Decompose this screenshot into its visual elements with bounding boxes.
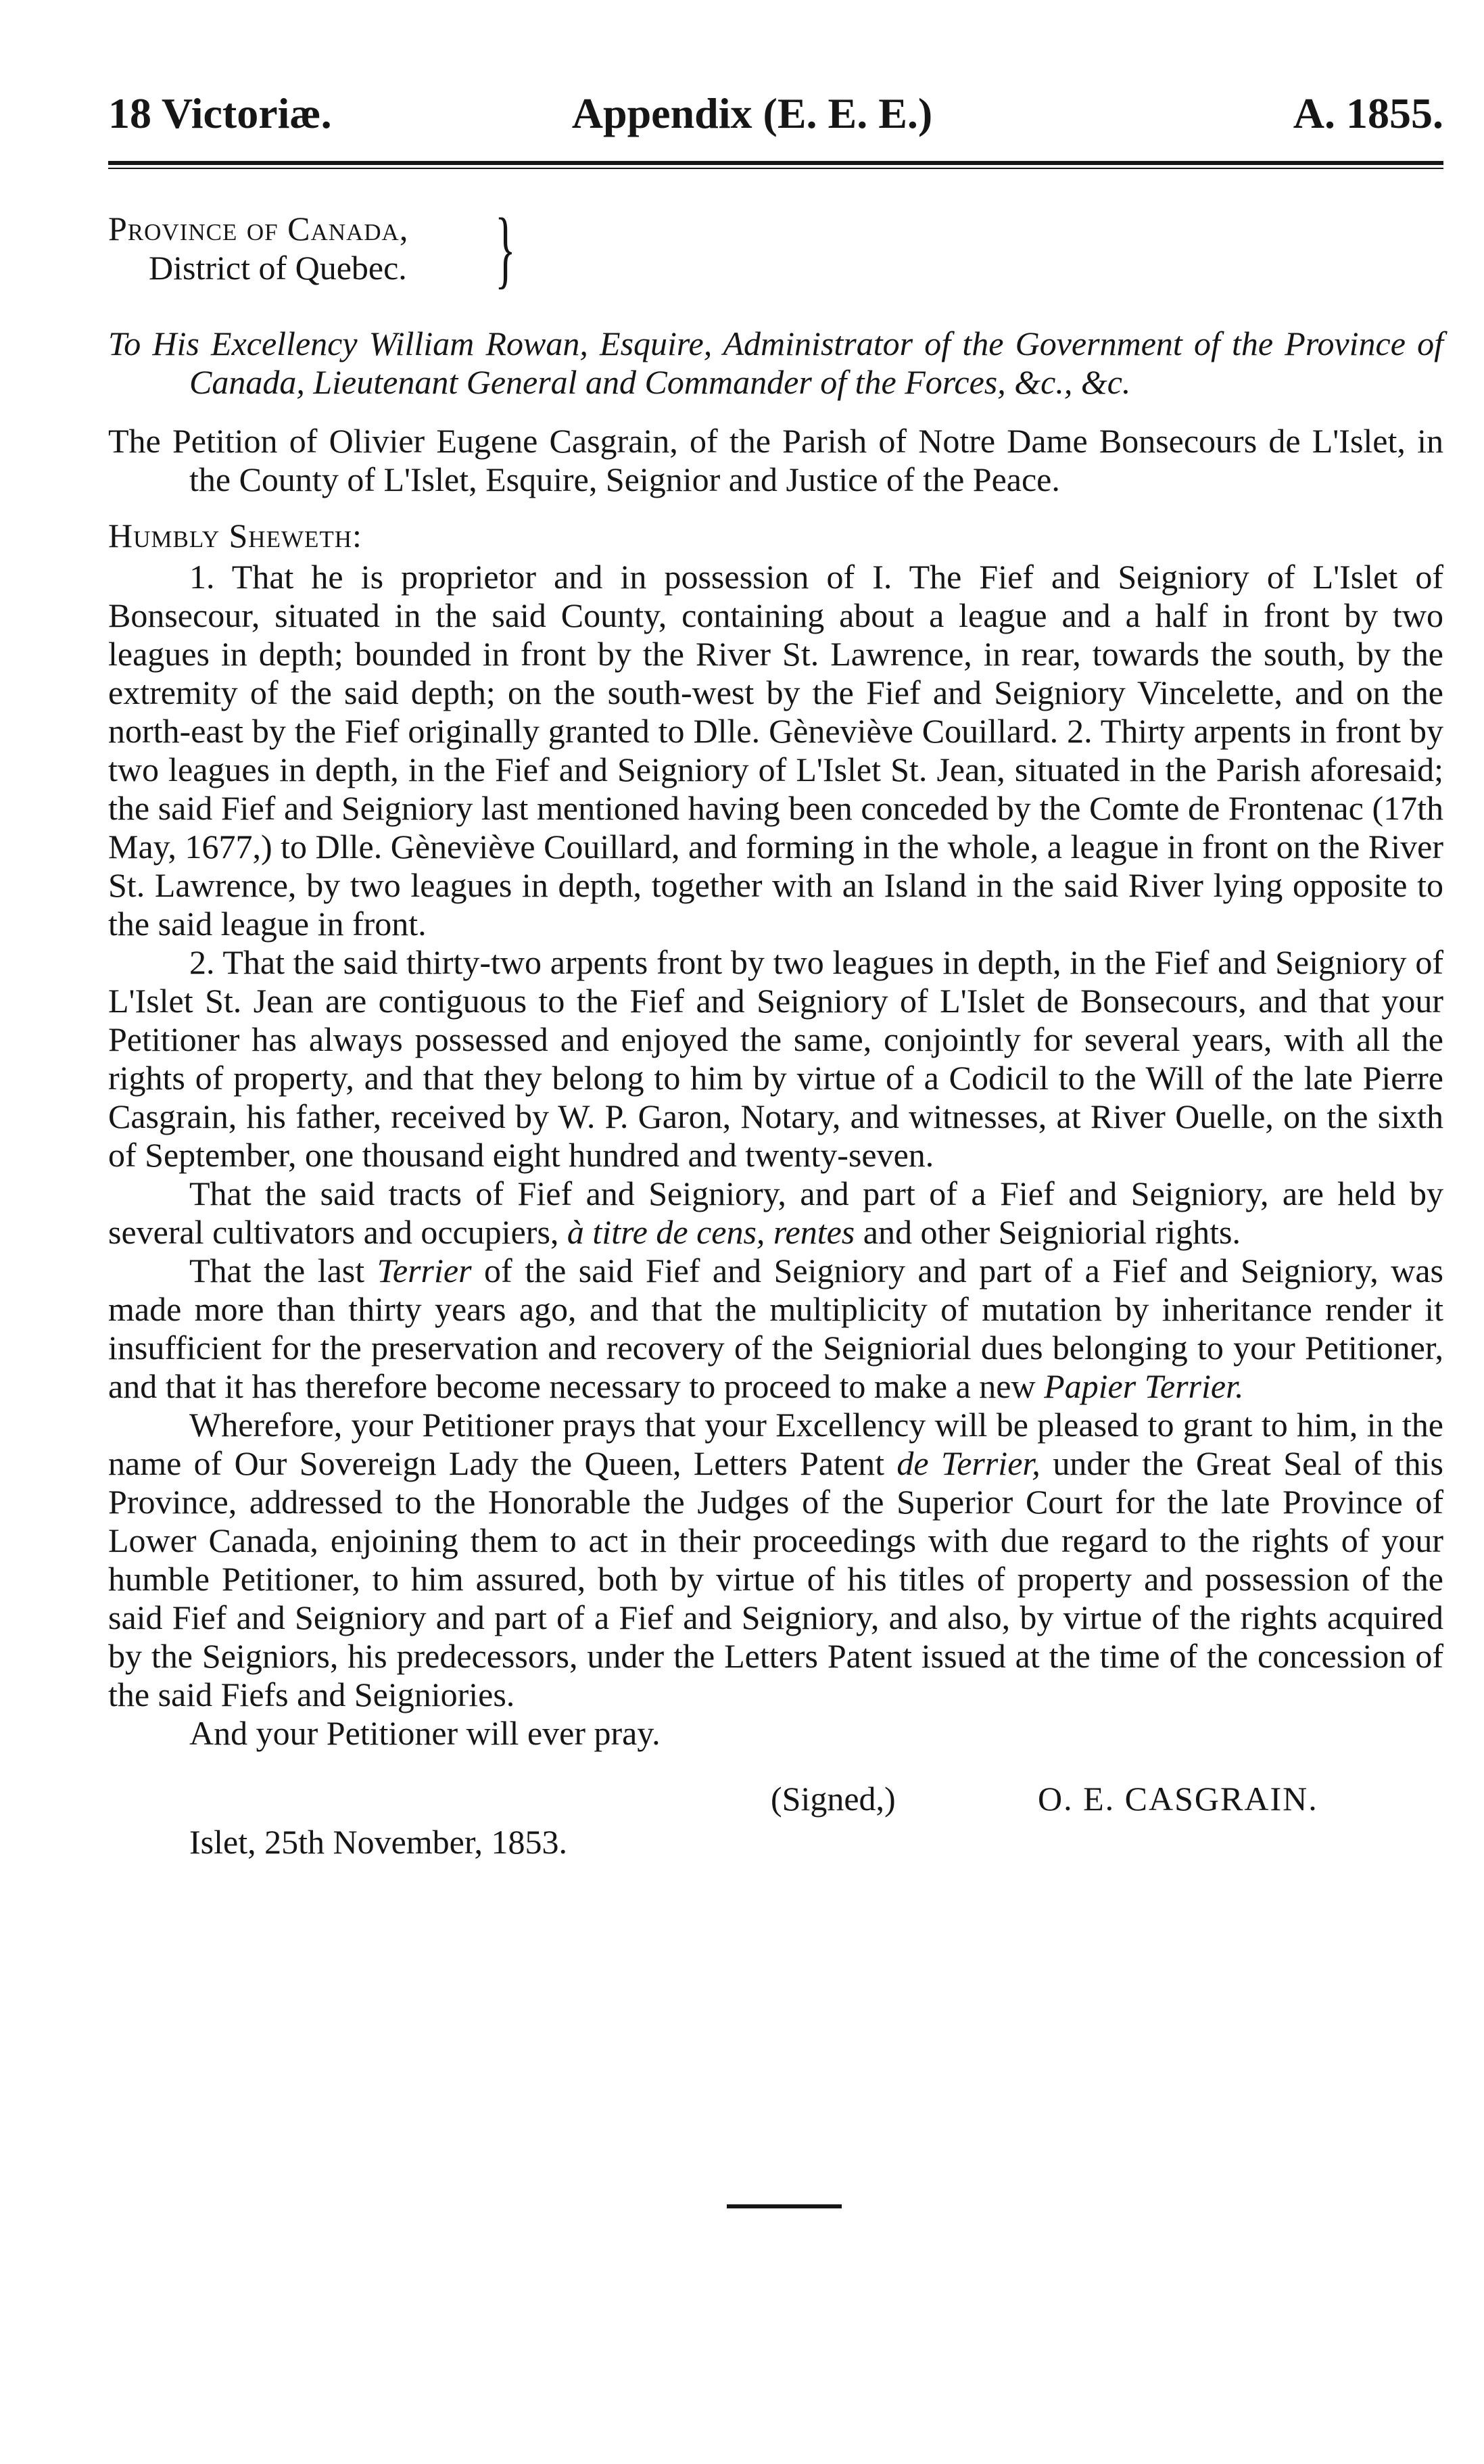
paragraph-5-text-a: Wherefore, your Petitioner prays that your Excellency will be pleased to grant to him, in the name of Our Sovereign Lady the Queen, Letters Patent [108, 1406, 1443, 1482]
petition-heading: The Petition of Olivier Eugene Casgrain, of the Parish of Notre Dame Bonsecours de L'Islet, in the County of L'Islet, Esquire, Seignior and Justice of the Peace. [108, 422, 1443, 498]
header-year: A. 1855. [1293, 89, 1443, 137]
address-to-administrator: To His Excellency William Rowan, Esquire, Administrator of the Government of the Province of Canada, Lieutenant General and Commander of the Forces, &c., &c. [108, 325, 1443, 401]
paragraph-3 [108, 1175, 1443, 1252]
place-and-date: Islet, 25th November, 1853. [189, 1823, 568, 1861]
humbly-sheweth-heading: Humbly Sheweth: [108, 517, 362, 554]
paragraph-4-italic-papier: Papier Terrier. [1044, 1367, 1244, 1405]
paragraph-2: 2. That the said thirty-two arpents front by two leagues in depth, in the Fief and Seigniory of L'Islet St. Jean are contiguous to the Fief and Seigniory of L'Islet de Bonsecours, and that your Petitioner has always possessed and enjoyed the same, conjointly for several years, with all the rights of property, and that they belong to him by virtue of a Codicil to the Will of the late Pierre Casgrain, his father, received by W. P. Garon, Notary, and witnesses, at River Ouelle, on the sixth of September, one thousand eight hundred and twenty-seven. [108, 943, 1443, 1174]
end-rule [727, 2204, 842, 2208]
paragraph-4-text-c: of the said Fief and Seigniory and part of a Fief and Seigniory, was made more than thirty years ago, and that the multiplicity of mutation by inheritance render it insufficient for the preservation and recovery of the Seigniorial dues belonging to your Petitioner, and that it has therefore become necessary to proceed to make a new [108, 1252, 1443, 1405]
district-line: District of Quebec. [149, 249, 407, 287]
paragraph-5-text-c: under the Great Seal of this Province, addressed to the Honorable the Judges of the Superior Court for the late Province of Lower Canada, enjoining them to act in their proceedings with due regard to the rights of your humble Petitioner, to him assured, both by virtue of his titles of property and possession of the said Fief and Seigniory and part of a Fief and Seigniory, and also, by virtue of the rights acquired by the Seigniors, his predecessors, under the Letters Patent issued at the time of the concession of the said Fiefs and Seigniories. [108, 1444, 1443, 1713]
paragraph-5 [108, 1406, 1443, 1714]
paragraph-4-italic-terrier: Terrier [377, 1252, 472, 1289]
province-line: Province of Canada, [108, 210, 409, 247]
brace-glyph: } [495, 201, 516, 297]
header-rule [108, 161, 1443, 169]
paragraph-1: 1. That he is proprietor and in possession of I. The Fief and Seigniory of L'Islet of Bonsecour, situated in the said County, containing about a league and a half in front by two leagues in depth; bounded in front by the River St. Lawrence, in rear, towards the south, by the extremity of the said depth; on the south-west by the Fief and Seigniory Vincelette, and on the north-east by the Fief originally granted to Dlle. Gèneviève Couillard. 2. Thirty arpents in front by two leagues in depth, in the Fief and Seigniory of L'Islet St. Jean, situated in the Parish aforesaid; the said Fief and Seigniory last mentioned having been conceded by the Comte de Frontenac (17th May, 1677,) to Dlle. Gèneviève Couillard, and forming in the whole, a league in front on the River St. Lawrence, by two leagues in depth, together with an Island in the said River lying opposite to the said league in front. [108, 558, 1443, 943]
signer-name: O. E. CASGRAIN. [1038, 1780, 1318, 1818]
paragraph-3-text-c: and other Seigniorial rights. [855, 1213, 1241, 1251]
header-appendix: Appendix (E. E. E.) [571, 89, 933, 137]
closing-line: And your Petitioner will ever pray. [189, 1714, 661, 1752]
header-session: 18 Victoriæ. [108, 89, 332, 137]
paragraph-5-italic: de Terrier, [896, 1444, 1040, 1482]
province-block [108, 201, 1443, 297]
paragraph-3-text-a: That the said tracts of Fief and Seigniory, and part of a Fief and Seigniory, are held by several cultivators and occupiers, [108, 1175, 1443, 1251]
document-body [108, 201, 1443, 1881]
running-header [108, 81, 1443, 146]
document-page [108, 81, 1443, 1881]
paragraph-4 [108, 1252, 1443, 1406]
signed-label: (Signed,) [771, 1780, 896, 1818]
paragraph-4-text-a: That the last [189, 1252, 377, 1289]
paragraph-3-italic: à titre de cens, rentes [567, 1213, 855, 1251]
petition-paragraphs [108, 558, 1443, 1753]
signature-block [108, 1780, 1443, 1881]
